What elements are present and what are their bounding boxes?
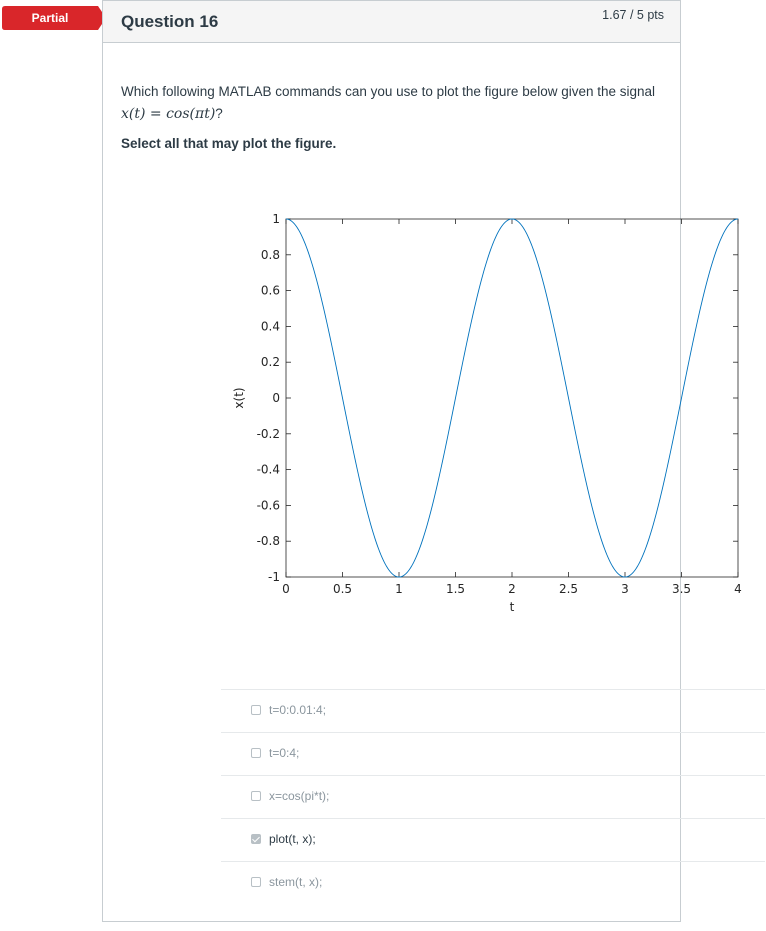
answer-checkbox-2[interactable] — [251, 748, 261, 758]
answer-checkbox-5[interactable] — [251, 877, 261, 887]
x-tick-label-1: 0.5 — [332, 582, 353, 596]
status-badge-label: Partial — [31, 11, 69, 25]
y-axis-label: x(t) — [232, 387, 246, 409]
answer-label-2: t=0:4; — [269, 746, 300, 760]
question-text-after: ? — [215, 106, 223, 121]
answer-label-4: plot(t, x); — [269, 832, 316, 846]
x-tick-label-7: 3.5 — [671, 582, 692, 596]
answer-option-3[interactable] — [221, 775, 765, 818]
x-tick-label-0: 0 — [282, 582, 290, 596]
tick-labels — [257, 212, 742, 596]
answer-checkbox-4[interactable] — [251, 834, 261, 844]
y-tick-label-8: -0.6 — [256, 498, 280, 513]
status-badge — [2, 6, 106, 30]
ticks — [286, 219, 738, 577]
y-tick-label-0: 1 — [272, 212, 280, 226]
y-tick-label-3: 0.4 — [260, 319, 280, 334]
x-tick-label-4: 2 — [508, 582, 516, 596]
answer-label-3: x=cos(pi*t); — [269, 789, 330, 803]
y-tick-label-6: -0.2 — [256, 426, 280, 441]
y-tick-label-1: 0.8 — [260, 247, 280, 262]
answer-list — [221, 689, 765, 904]
series-line-x-of-t — [286, 219, 738, 577]
question-container — [102, 0, 742, 922]
x-axis-label: t — [509, 600, 515, 614]
question-text-before: Which following MATLAB commands can you use to plot the figure below given the signal — [121, 84, 656, 99]
answer-option-1[interactable] — [221, 689, 765, 732]
y-tick-label-10: -1 — [268, 570, 280, 584]
cosine-plot — [221, 206, 766, 626]
y-tick-label-2: 0.6 — [260, 283, 280, 298]
question-instruction: Select all that may plot the figure. — [121, 136, 337, 151]
x-tick-label-8: 4 — [734, 582, 742, 596]
y-tick-label-4: 0.2 — [260, 355, 280, 370]
y-tick-label-9: -0.8 — [256, 534, 280, 549]
axes — [286, 219, 738, 577]
plot-frame — [286, 219, 738, 577]
y-tick-label-5: 0 — [272, 391, 280, 405]
answer-option-2[interactable] — [221, 732, 765, 775]
question-text — [121, 81, 666, 125]
answer-label-1: t=0:0.01:4; — [269, 703, 327, 717]
answer-label-5: stem(t, x); — [269, 875, 323, 889]
question-math: x(t) = cos(πt) — [121, 106, 216, 122]
answer-checkbox-3[interactable] — [251, 791, 261, 801]
x-tick-label-3: 1.5 — [445, 582, 466, 596]
answer-option-4[interactable] — [221, 818, 765, 861]
x-tick-label-6: 3 — [621, 582, 629, 596]
answer-option-5[interactable] — [221, 861, 765, 904]
y-tick-label-7: -0.4 — [256, 462, 280, 477]
question-points: 1.67 / 5 pts — [602, 8, 664, 22]
x-tick-label-5: 2.5 — [558, 582, 579, 596]
x-tick-label-2: 1 — [395, 582, 403, 596]
question-header — [103, 1, 680, 43]
answer-checkbox-1[interactable] — [251, 705, 261, 715]
question-title: Question 16 — [121, 12, 219, 31]
